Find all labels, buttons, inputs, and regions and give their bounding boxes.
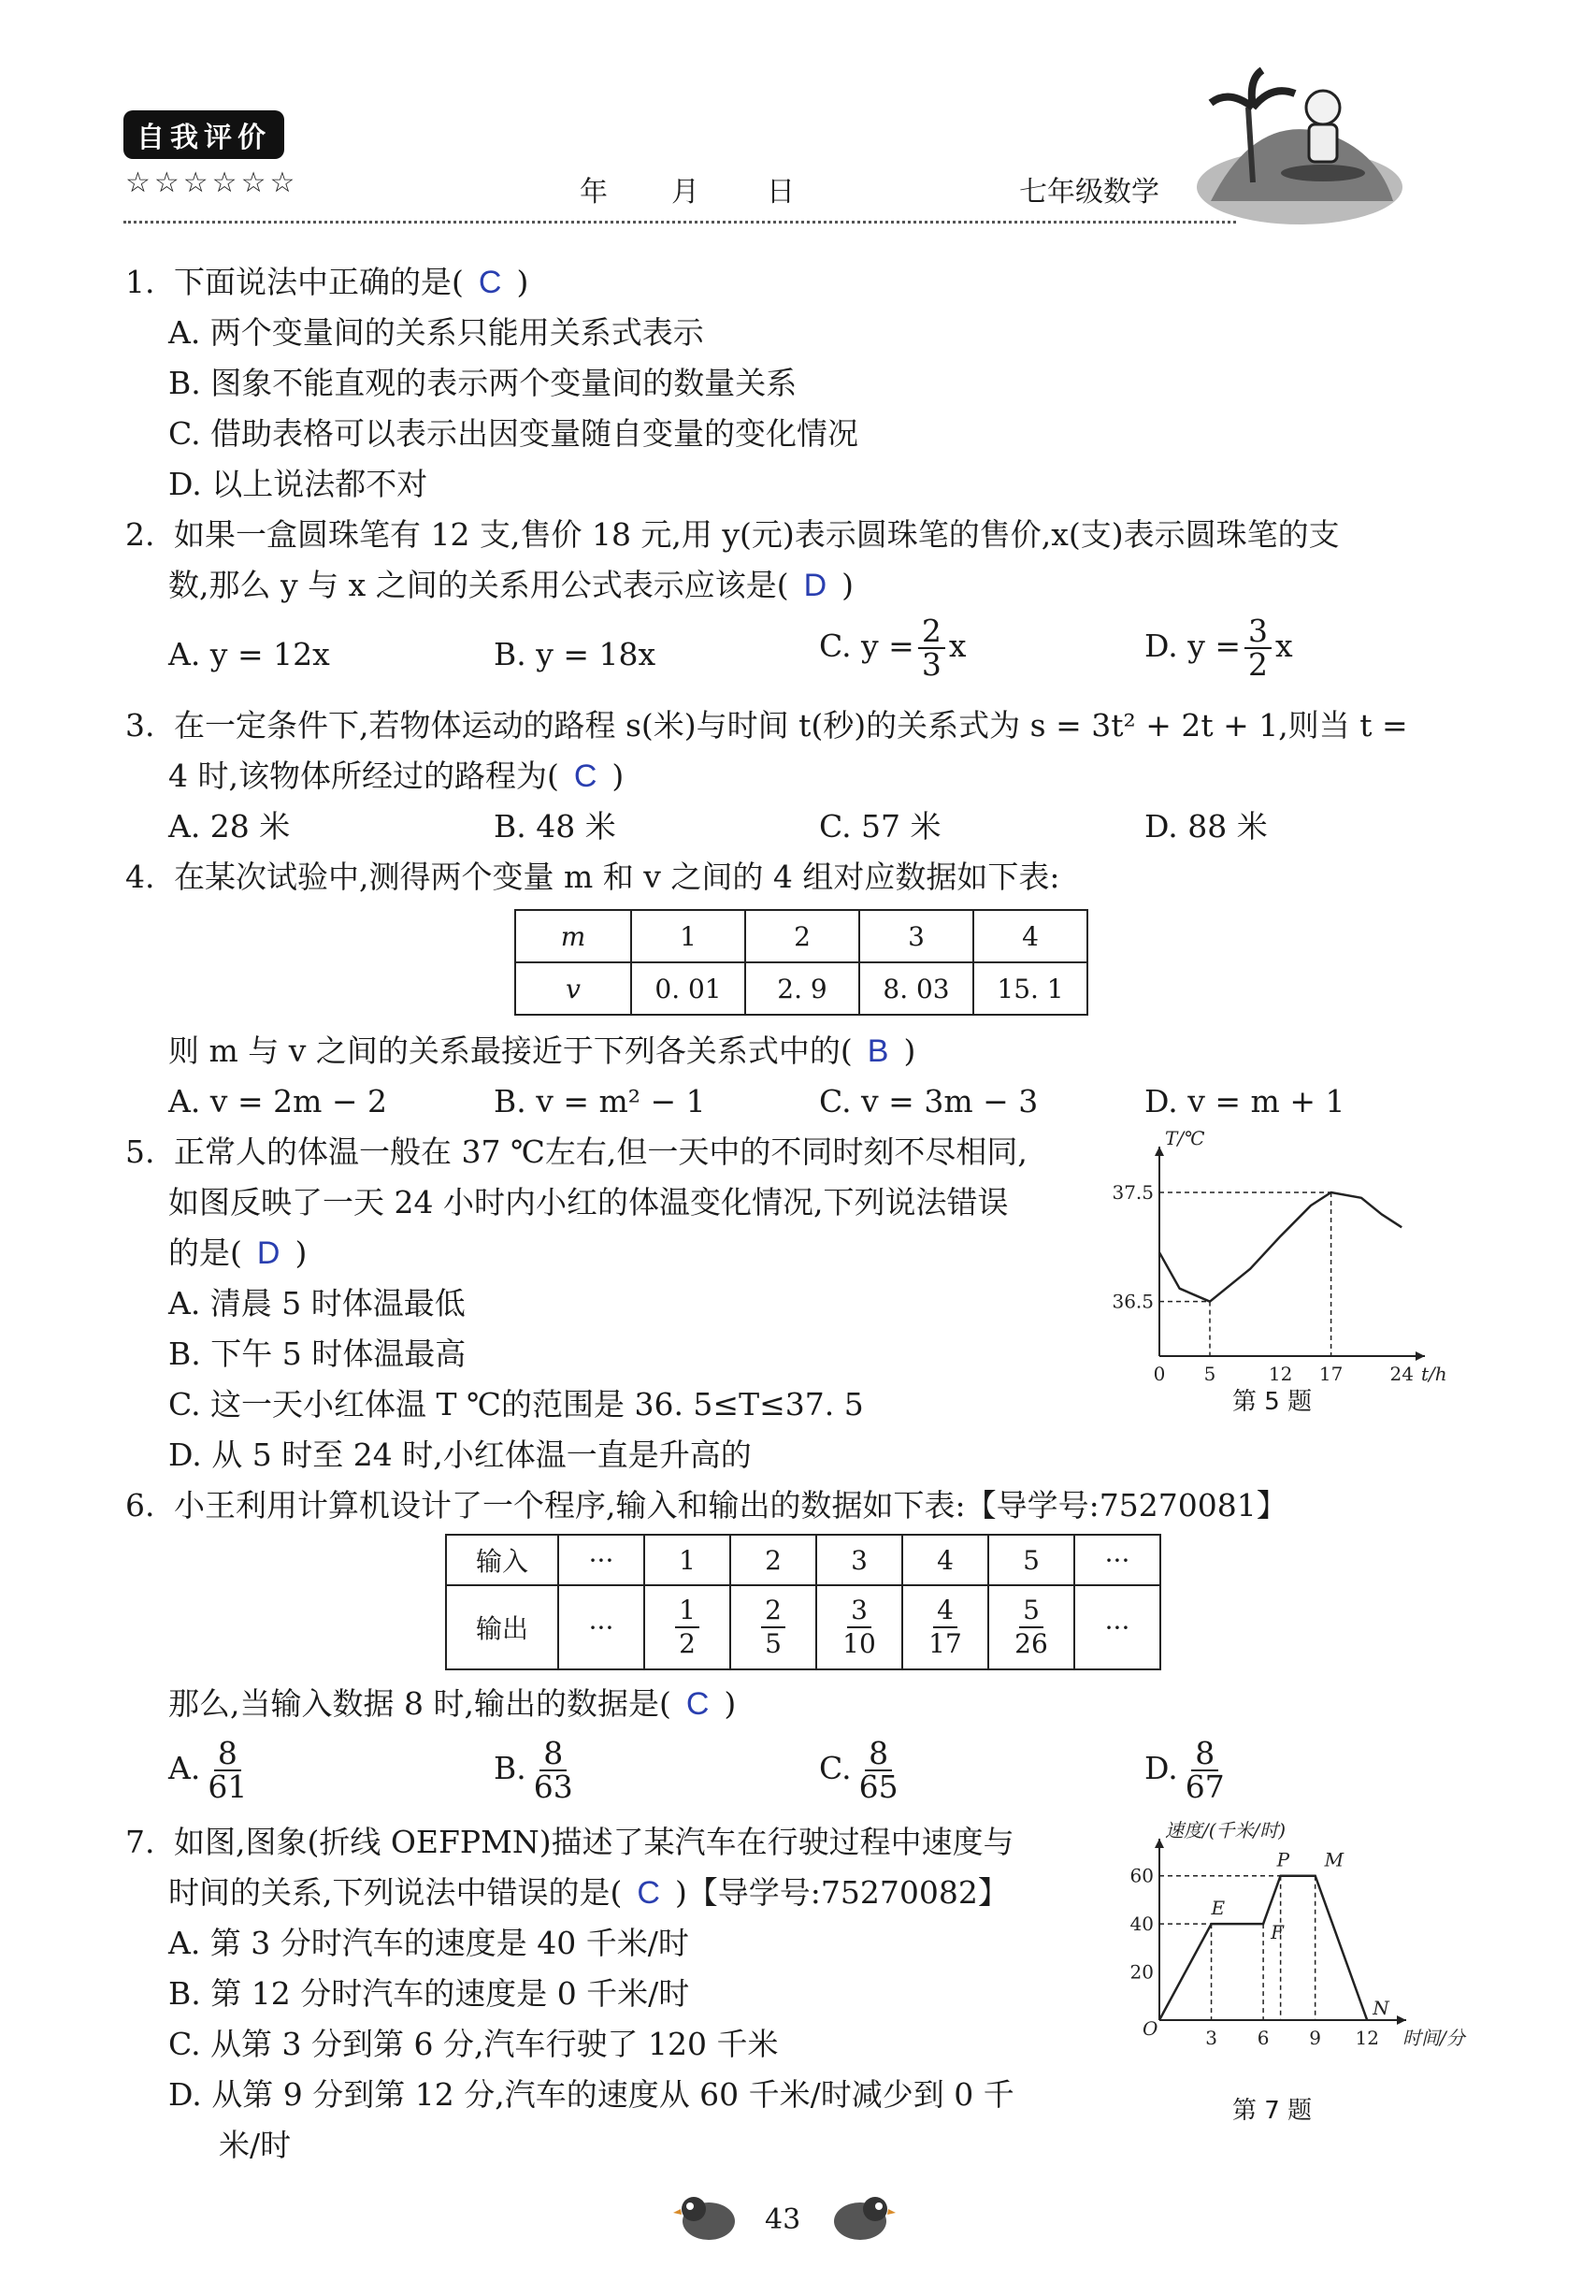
table-cell: 2 (730, 1535, 816, 1585)
question-number: 6. (125, 1487, 155, 1523)
x-tick-label: 0 (1153, 1363, 1166, 1385)
x-axis-arrow (1397, 2015, 1406, 2025)
question-2-line-2: 数,那么 y 与 x 之间的关系用公式表示应该是( D ) (168, 567, 855, 603)
answer-mark[interactable]: C (478, 265, 502, 300)
question-number: 5. (125, 1134, 155, 1170)
table-cell: m (515, 910, 631, 962)
x-tick-label: 12 (1355, 2027, 1379, 2049)
y-axis-arrow (1155, 1147, 1164, 1156)
date-year-label: 年 (580, 176, 608, 209)
question-6-line-2: 那么,当输入数据 8 时,输出的数据是( C ) (168, 1685, 737, 1722)
x-tick-label: 6 (1257, 2027, 1270, 2049)
question-2-line-1: 2. 如果一盒圆珠笔有 12 支,售价 18 元,用 y(元)表示圆珠笔的售价,x(支)表示圆珠笔的支 (125, 516, 1340, 553)
answer-mark[interactable]: C (685, 1686, 710, 1722)
table-cell: 4 (902, 1535, 988, 1585)
date-day-label: 日 (767, 176, 795, 209)
date-month-label: 月 (671, 176, 699, 209)
table-cell: $\frac{5}{26}$ (988, 1585, 1074, 1669)
table-cell: 5 (988, 1535, 1074, 1585)
question-5-line-2: 如图反映了一天 24 小时内小红的体温变化情况,下列说法错误 (168, 1184, 1009, 1220)
q4-option-c[interactable]: C. v = 3m − 3 (819, 1083, 1039, 1119)
x-tick-label: 9 (1309, 2027, 1322, 2049)
q6-option-a[interactable]: A. $\frac{8}{61}$ (168, 1735, 248, 1805)
q7-option-d-cont: 米/时 (219, 2127, 292, 2163)
q6-option-b[interactable]: B. $\frac{8}{63}$ (494, 1735, 573, 1805)
question-number: 2. (125, 516, 155, 553)
q1-option-a[interactable]: A. 两个变量间的关系只能用关系式表示 (168, 314, 704, 351)
q7-option-c[interactable]: C. 从第 3 分到第 6 分,汽车行驶了 120 千米 (168, 2026, 779, 2062)
question-3-line-1: 3. 在一定条件下,若物体运动的路程 s(米)与时间 t(秒)的关系式为 s = 3t² + 2t + 1,则当 t = (125, 707, 1408, 744)
question-number: 4. (125, 859, 155, 895)
q5-option-a[interactable]: A. 清晨 5 时体温最低 (168, 1285, 466, 1321)
q2-option-d[interactable]: D. y = $\frac{3}{2}$ x (1144, 613, 1293, 683)
question-number: 3. (125, 707, 155, 744)
answer-mark[interactable]: C (573, 758, 597, 794)
bird-right-icon (830, 2188, 896, 2245)
question-7-line-1: 7. 如图,图象(折线 OEFPMN)描述了某汽车在行驶过程中速度与 (125, 1824, 1014, 1860)
question-5-line-3: 的是( D ) (168, 1235, 308, 1271)
subject-label: 七年级数学 (1019, 176, 1159, 209)
self-evaluation-badge: 自我评价 (123, 110, 284, 159)
table-cell: $\frac{1}{2}$ (644, 1585, 730, 1669)
q5-option-c[interactable]: C. 这一天小红体温 T ℃的范围是 36. 5≤T≤37. 5 (168, 1386, 864, 1422)
table-cell: 输出 (446, 1585, 558, 1669)
point-label: E (1211, 1897, 1226, 1920)
question-3-line-2: 4 时,该物体所经过的路程为( C ) (168, 758, 625, 794)
q5-option-b[interactable]: B. 下午 5 时体温最高 (168, 1336, 467, 1372)
table-cell: 15. 1 (973, 962, 1087, 1015)
q7-option-a[interactable]: A. 第 3 分时汽车的速度是 40 千米/时 (168, 1925, 689, 1961)
x-axis-arrow (1416, 1351, 1425, 1361)
table-cell: 3 (816, 1535, 902, 1585)
answer-mark[interactable]: D (803, 568, 827, 603)
answer-mark[interactable]: D (256, 1235, 280, 1271)
table-cell: 3 (859, 910, 973, 962)
answer-mark[interactable]: C (637, 1875, 660, 1911)
q3-option-c[interactable]: C. 57 米 (819, 808, 942, 845)
table-cell: 2 (745, 910, 859, 962)
question-4: 4. 在某次试验中,测得两个变量 m 和 v 之间的 4 组对应数据如下表: (125, 859, 1060, 895)
table-cell: 1 (644, 1535, 730, 1585)
table-cell: $\frac{2}{5}$ (730, 1585, 816, 1669)
q1-option-c[interactable]: C. 借助表格可以表示出因变量随自变量的变化情况 (168, 415, 859, 452)
y-tick-label: 37.5 (1112, 1181, 1154, 1204)
q7-speed-chart (1103, 1814, 1465, 2067)
table-cell: $\frac{3}{10}$ (816, 1585, 902, 1669)
y-axis-label: T/℃ (1165, 1127, 1205, 1149)
q6-option-c[interactable]: C. $\frac{8}{65}$ (819, 1735, 899, 1805)
question-5-line-1: 5. 正常人的体温一般在 37 ℃左右,但一天中的不同时刻不尽相同, (125, 1134, 1028, 1170)
table-cell: ··· (1074, 1535, 1160, 1585)
table-cell: 2. 9 (745, 962, 859, 1015)
q7-caption: 第 7 题 (1232, 2097, 1313, 2125)
table-row (515, 962, 1087, 1015)
q3-option-d[interactable]: D. 88 米 (1144, 808, 1268, 845)
x-tick-label: 12 (1268, 1363, 1293, 1385)
x-tick-label: 3 (1205, 2027, 1217, 2049)
point-label: N (1373, 1997, 1389, 2019)
table-cell: ··· (558, 1535, 644, 1585)
origin-label: O (1143, 2017, 1158, 2040)
q3-option-b[interactable]: B. 48 米 (494, 808, 616, 845)
q6-io-table (445, 1534, 1161, 1670)
header-divider (123, 221, 1236, 224)
temperature-curve (1159, 1192, 1402, 1302)
x-tick-label: 24 (1389, 1363, 1414, 1385)
table-cell: 4 (973, 910, 1087, 962)
x-axis-label: t/h (1421, 1363, 1447, 1385)
table-cell: $\frac{4}{17}$ (902, 1585, 988, 1669)
q1-option-d[interactable]: D. 以上说法都不对 (168, 466, 428, 502)
q5-option-d[interactable]: D. 从 5 时至 24 时,小红体温一直是升高的 (168, 1437, 752, 1473)
question-1: 1. 下面说法中正确的是( C ) (125, 264, 529, 300)
table-cell: v (515, 962, 631, 1015)
table-row (515, 910, 1087, 962)
point-label: M (1324, 1848, 1344, 1871)
q4-option-a[interactable]: A. v = 2m − 2 (168, 1083, 387, 1119)
y-tick-label: 60 (1129, 1864, 1154, 1887)
question-6: 6. 小王利用计算机设计了一个程序,输入和输出的数据如下表:【导学号:75270081】 (125, 1487, 1287, 1523)
q4-option-d[interactable]: D. v = m + 1 (1144, 1083, 1345, 1119)
q2-option-b[interactable]: B. y = 18x (494, 636, 656, 672)
y-axis-arrow (1155, 1839, 1164, 1848)
question-number: 1. (125, 264, 155, 300)
table-row (446, 1535, 1160, 1585)
q2-option-a[interactable]: A. y = 12x (168, 636, 330, 672)
q2-option-c[interactable]: C. y = $\frac{2}{3}$ x (819, 613, 967, 683)
table-cell: 输入 (446, 1535, 558, 1585)
x-axis-label: 时间/分 (1402, 2027, 1465, 2049)
question-number: 7. (125, 1824, 155, 1860)
point-label: F (1271, 1921, 1285, 1944)
y-tick-label: 20 (1129, 1960, 1154, 1984)
q3-option-a[interactable]: A. 28 米 (168, 808, 291, 845)
q1-option-b[interactable]: B. 图象不能直观的表示两个变量间的数量关系 (168, 365, 798, 401)
table-cell: ··· (1074, 1585, 1160, 1669)
question-7-line-2: 时间的关系,下列说法中错误的是( C )【导学号:75270082】 (168, 1874, 1009, 1911)
q5-caption: 第 5 题 (1232, 1388, 1313, 1416)
answer-mark[interactable]: B (867, 1033, 889, 1069)
table-cell: ··· (558, 1585, 644, 1669)
q6-option-d[interactable]: D. $\frac{8}{67}$ (1144, 1735, 1225, 1805)
table-row (446, 1585, 1160, 1669)
page-number: 43 (765, 2203, 801, 2236)
q4-data-table (514, 909, 1088, 1016)
surfer-illustration (1192, 70, 1407, 229)
x-tick-label: 5 (1203, 1363, 1216, 1385)
x-tick-label: 17 (1318, 1363, 1344, 1385)
y-tick-label: 36.5 (1112, 1290, 1154, 1313)
y-axis-label: 速度/(千米/时) (1165, 1819, 1287, 1841)
q5-temperature-chart (1103, 1122, 1449, 1403)
table-cell: 8. 03 (859, 962, 973, 1015)
speed-polyline (1159, 1876, 1367, 2020)
table-cell: 1 (631, 910, 745, 962)
question-4-line-2: 则 m 与 v 之间的关系最接近于下列各关系式中的( B ) (168, 1032, 916, 1069)
bird-left-icon (673, 2188, 739, 2245)
rating-stars[interactable]: ☆☆☆☆☆☆ (125, 166, 299, 199)
q7-option-b[interactable]: B. 第 12 分时汽车的速度是 0 千米/时 (168, 1975, 690, 2012)
q4-option-b[interactable]: B. v = m² − 1 (494, 1083, 706, 1119)
point-label: P (1276, 1848, 1290, 1871)
q7-option-d[interactable]: D. 从第 9 分到第 12 分,汽车的速度从 60 千米/时减少到 0 千 (168, 2076, 1014, 2113)
y-tick-label: 40 (1129, 1913, 1154, 1936)
table-cell: 0. 01 (631, 962, 745, 1015)
